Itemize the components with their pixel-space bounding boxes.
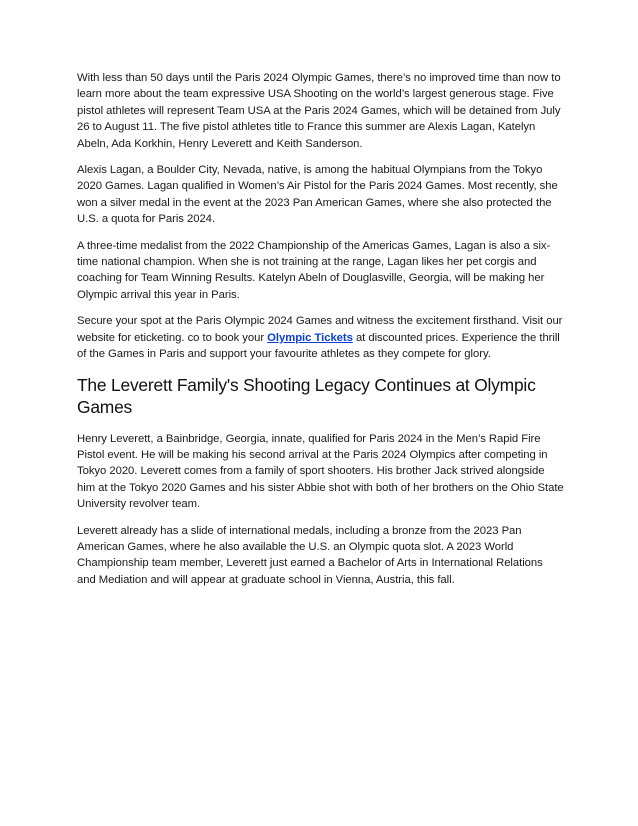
section-heading: The Leverett Family's Shooting Legacy Continues at Olympic Games [77, 374, 536, 417]
tickets-text-before: Secure your spot at the Paris Olympic 2024 Games and witness the excitement firsthand. Visit our website for eticketing. co to book your [77, 315, 563, 344]
paragraph-intro: With less than 50 days until the Paris 2024 Olympic Games, there’s no improved time than now to learn more about the team expressive USA Shooting on the world’s largest generous stage. Five pistol athletes will represent Team USA at the Paris 2024 Games, which will be detained from July 26 to August 11. The five pistol athletes title to France this summer are Alexis Lagan, Katelyn Abeln, Ada Korkhin, Henry Leverett and Keith Sanderson. [77, 72, 561, 150]
paragraph-leverett: Henry Leverett, a Bainbridge, Georgia, innate, qualified for Paris 2024 in the Men’s Rapid Fire Pistol event. He will be making his second arrival at the Paris 2024 Olympics after competing in Tokyo 2020. Leverett comes from a family of sport shooters. His brother Jack strived alongside him at the Tokyo 2020 Games and his sister Abbie shot with both of her brothers on the Ohio State University revolver team. [77, 432, 564, 511]
tickets-text-after: at discounted prices. Experience the thrill of the Games in Paris and support your favourite athletes as they compete for glory. [77, 331, 560, 361]
paragraph-lagan-medals: A three-time medalist from the 2022 Championship of the Americas Games, Lagan is also a six-time national champion. When she is not training at the range, Lagan likes her pet corgis and coaching for Team Winning Results. Katelyn Abeln of Douglasville, Georgia, will be making her Olympic arrival this year in Paris. [77, 239, 551, 301]
paragraph-lagan: Alexis Lagan, a Boulder City, Nevada, native, is among the habitual Olympians from the Tokyo 2020 Games. Lagan qualified in Women’s Air Pistol for the Paris 2024 Games. Most recently, she won a silver medal in the event at the 2023 Pan American Games, where she also protected the U.S. a quota for Paris 2024. [77, 164, 558, 226]
olympic-tickets-link[interactable]: Olympic Tickets [267, 331, 353, 344]
paragraph-tickets [77, 313, 564, 362]
paragraph-leverett-medals: Leverett already has a slide of international medals, including a bronze from the 2023 Pan American Games, where he also available the U.S. an Olympic quota slot. A 2023 World Championship team member, Leverett just earned a Bachelor of Arts in International Relations and Mediation and will appear at graduate school in Vienna, Austria, this fall. [77, 524, 543, 586]
